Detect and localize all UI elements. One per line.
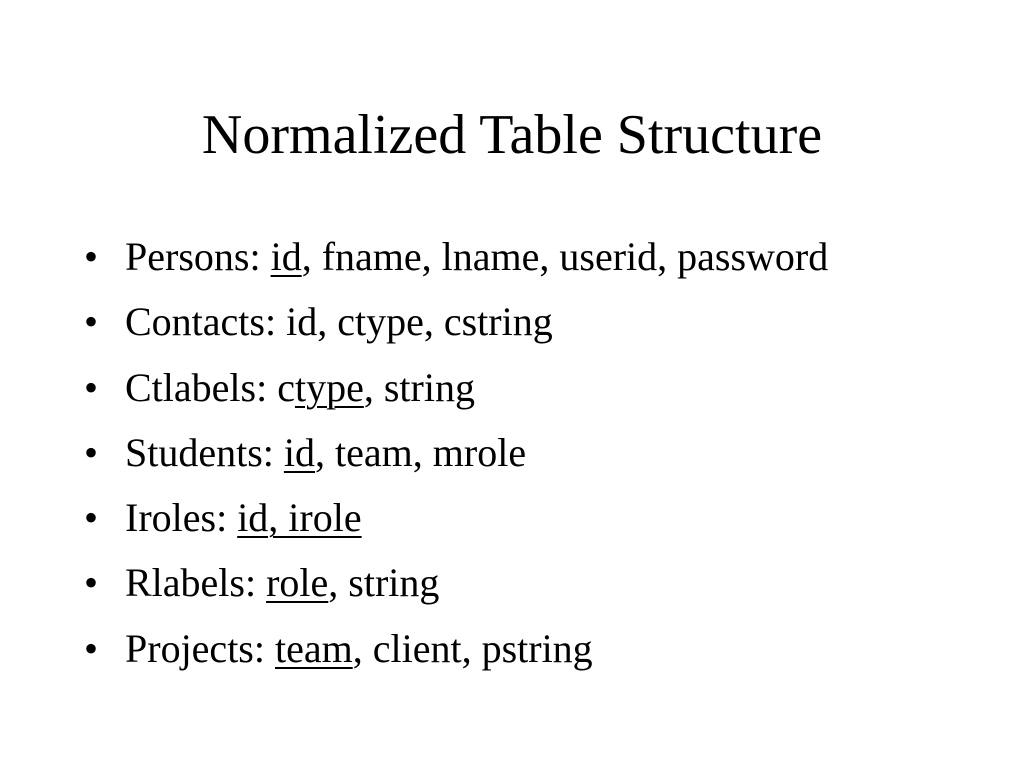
bullet-dot-icon: • <box>84 364 99 410</box>
bullet-item-projects <box>84 619 828 684</box>
bullet-item-rlabels <box>84 553 828 618</box>
primary-key-field: type <box>294 364 364 410</box>
primary-key-field: id <box>270 234 302 279</box>
primary-key-field: id <box>283 429 316 475</box>
bullet-dot-icon: • <box>84 495 99 541</box>
field-list: id, ctype, cstring <box>286 299 553 345</box>
table-name-label: Students: <box>125 429 284 475</box>
bullet-item-contacts <box>84 292 828 357</box>
bullet-item-persons <box>84 227 828 292</box>
field-prefix: c <box>277 364 295 410</box>
table-name-label: Rlabels: <box>125 560 267 606</box>
table-name-label: Iroles: <box>125 495 238 541</box>
bullet-item-ctlabels <box>84 358 828 423</box>
bullet-dot-icon: • <box>84 625 99 671</box>
bullet-item-students <box>84 423 828 488</box>
field-list: , fname, lname, userid, password <box>301 234 829 279</box>
table-name-label: Projects: <box>125 625 275 671</box>
field-list: , string <box>363 364 475 410</box>
bullet-dot-icon: • <box>84 234 99 279</box>
primary-key-field: id, irole <box>237 495 362 541</box>
primary-key-field: role <box>266 560 329 606</box>
bullet-dot-icon: • <box>84 429 99 475</box>
bullet-dot-icon: • <box>84 560 99 606</box>
slide-title: Normalized Table Structure <box>201 104 823 166</box>
table-name-label: Ctlabels: <box>125 364 278 410</box>
field-list: , string <box>328 560 440 606</box>
table-name-label: Persons: <box>125 234 271 279</box>
field-list: , client, pstring <box>352 625 593 671</box>
bullet-item-iroles <box>84 488 828 553</box>
primary-key-field: team <box>274 625 353 671</box>
field-list: , team, mrole <box>315 429 527 475</box>
bullet-list <box>84 227 828 684</box>
table-name-label: Contacts: <box>125 299 287 345</box>
bullet-dot-icon: • <box>84 299 99 345</box>
